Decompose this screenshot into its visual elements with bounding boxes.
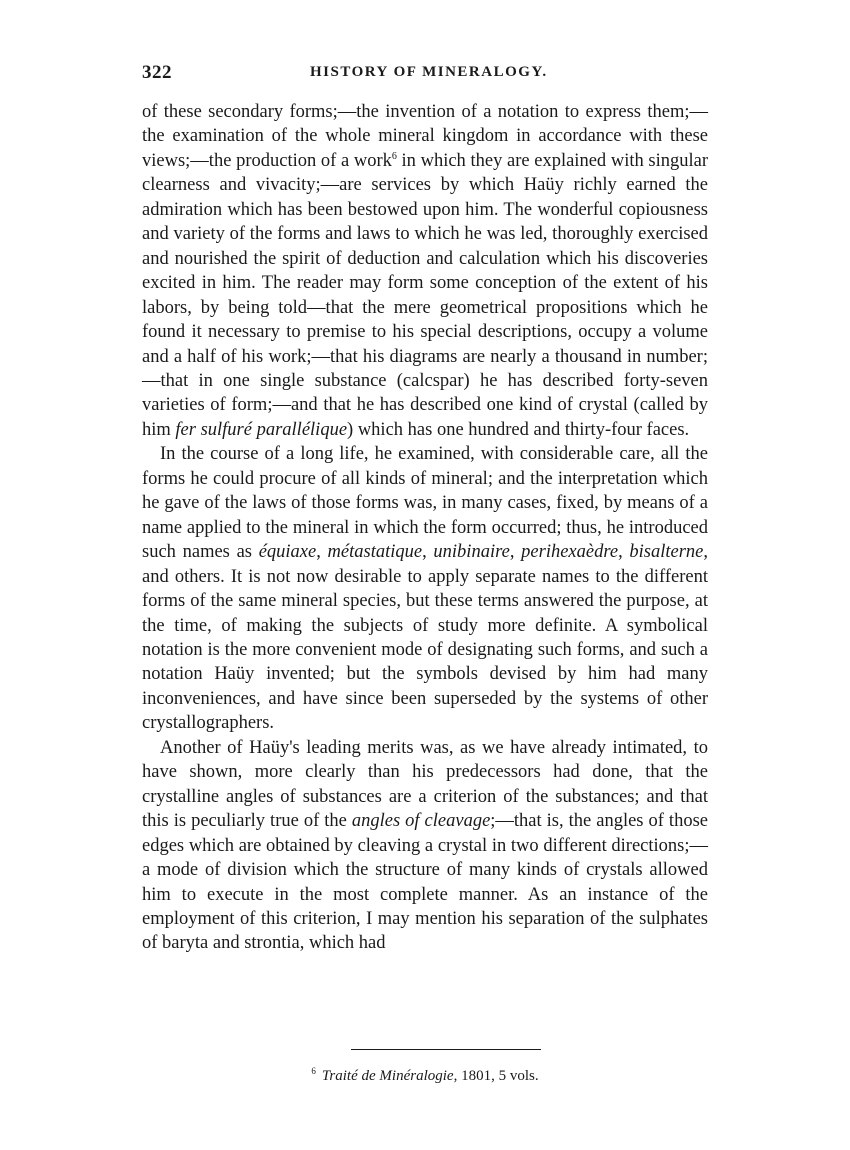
text-run: , [422,542,434,563]
page-header [142,62,708,88]
footnote-title: Traité de Minéralogie [321,1068,454,1084]
italic-term: équiaxe [258,542,317,563]
footnote-rest: , 1801, 5 vols. [453,1068,539,1084]
italic-term: métastatique [327,542,423,563]
italic-term: angles of cleavage [351,811,491,832]
paragraph-3 [142,736,708,956]
body-text [142,100,708,956]
running-head: HISTORY OF MINERALOGY. [310,64,548,80]
footnote-reference: 6 [391,150,397,162]
text-run: ;—that is, the angles of those edges which are obtained by cleaving a crystal in two different directions;—a mode of division which the structure of many kinds of crystals allowed him to execute in the most complete manner. As an instance of the employment of this criterion, I may mention his separation of the sulphates of baryta and strontia, which had [142,811,708,954]
footnote-marker: 6 [311,1066,316,1076]
italic-term: perihexaèdre [521,542,619,563]
text-run: , and others. It is not now desirable to apply separate names to the different forms of the same mineral species, but these terms answered the purpose, at the time, of making the subjects of study more definite. A symbolical notation is the more convenient mode of designating such forms, and such a notation Haüy invented; but the symbols devised by him had many inconveniences, and have since been superseded by the systems of other crystallographers. [142,542,709,734]
paragraph-1 [142,100,708,442]
page-number: 322 [142,62,172,83]
text-run: in which they are explained with singular clearness and vivacity;—are services by which Haüy richly earned the admiration which has been bestowed upon him. The wonderful copiousness and variety of the forms and laws to which he was led, thoroughly exercised and nourished the spirit of deduction and calculation which his discoveries excited in him. The reader may form some conception of the extent of his labors, by being told—that the mere geometrical propositions which he found it necessary to premise to his special descriptions, occupy a volume and a half of his work;—that his diagrams are nearly a thousand in number;—that in one single substance (calcspar) he has described forty-seven varieties of form;—and that he has described one kind of crystal (called by him [142,150,708,440]
footnote [142,1066,708,1085]
text-run: , [509,542,522,563]
paragraph-2 [142,442,708,735]
text-run: In the course of a long life, he examined, with considerable care, all the forms he could procure of all kinds of mineral; and the interpretation which he gave of the laws of those forms was, in many cases, fixed, by means of a name applied to the mineral in which the form occurred; thus, he introduced such names as [142,444,708,563]
text-run: , [316,542,328,563]
footnote-rule [351,1049,541,1050]
italic-term: unibinaire [433,542,510,563]
text-run: ) which has one hundred and thirty-four faces. [347,419,690,440]
text-run: Another of Haüy's leading merits was, as we have already intimated, to have shown, more clearly than his predecessors had done, that the crystalline angles of substances are a criterion of the substances; and that this is peculiarly true of the [142,737,708,832]
text-run: , [618,542,630,563]
text-run: of these secondary forms;—the invention of a notation to express them;—the examination of the whole mineral kingdom in accordance with these views;—the production of a work [142,102,708,171]
italic-term: bisalterne [629,542,704,563]
italic-term: fer sulfuré parallélique [175,419,348,440]
